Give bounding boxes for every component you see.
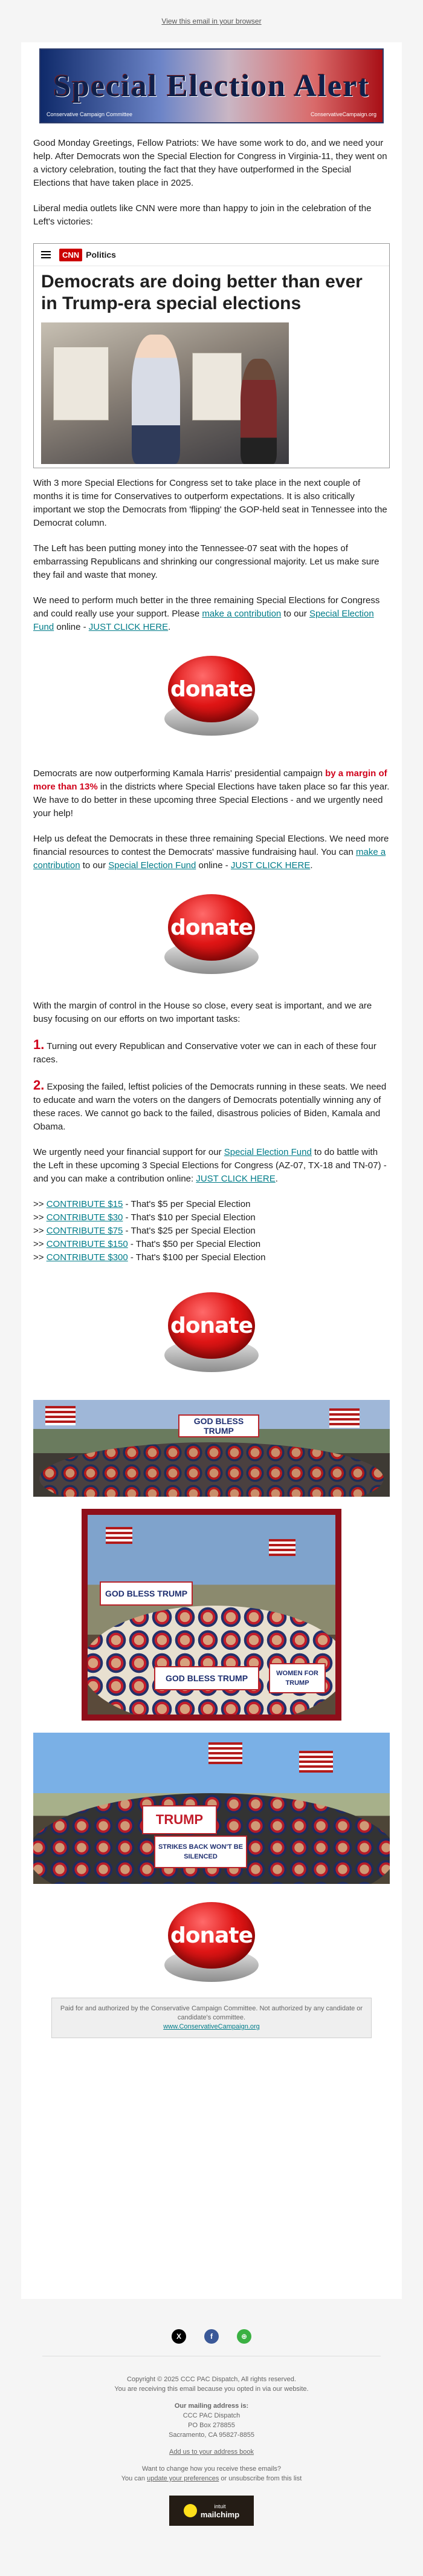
body3-p4-text: We urgently need your financial support for our [33,1147,224,1157]
donate-button-top [168,1292,255,1359]
crowd-pattern [88,1606,335,1715]
trump-sign: TRUMP [142,1805,217,1834]
cnn-screenshot [33,243,390,468]
mailchimp-name: mailchimp [200,2510,240,2519]
body2-p2-mid: to our [80,860,109,871]
facebook-glyph: f [210,2332,213,2341]
donate-button-wrap-2 [33,891,390,975]
contribution-item [33,1238,390,1251]
donate-button[interactable] [163,652,260,737]
task-1 [33,1038,390,1067]
rally-photo-1 [33,1400,390,1497]
voting-booth-photo [41,322,289,464]
body1-paragraph-3 [33,594,390,634]
task-2-text: Exposing the failed, leftist policies of the Democrats running in these seats. We need to educate and warn the voters on the dangers of Democrats potentially winning any of these races. We cannot go back to the failed, disastrous policies of Biden, Kamala and Obama. [33,1082,387,1132]
contribution-prefix: >> [33,1239,47,1249]
contribution-prefix: >> [33,1226,47,1236]
body1-paragraph-2: The Left has been putting money into the Tennessee-07 seat with the hopes of embarrassing Republicans and shrinking our congressional majority. Let us make sure they fail and waste that money. [33,543,379,580]
body2-paragraph-2 [33,832,390,872]
body1-p3-mid2: online - [54,622,89,632]
contribute-300-link[interactable]: CONTRIBUTE $300 [46,1252,128,1263]
donate-label: donate [170,1313,253,1338]
american-flag-icon [45,1406,76,1425]
website-icon[interactable] [237,2329,251,2344]
contribution-text: - That's $100 per Special Election [128,1252,266,1263]
just-click-here-link-3[interactable]: JUST CLICK HERE [196,1174,276,1184]
donate-label: donate [170,1923,253,1948]
opt-in-reason: You are receiving this email because you opted in via our website. [114,2385,309,2393]
contribution-text: - That's $50 per Special Election [128,1239,261,1249]
make-contribution-link[interactable]: make a contribution [202,609,282,619]
voting-booth-right [192,353,242,420]
body2-p2-end: . [310,860,313,871]
donate-button-top [168,894,255,961]
donate-button-2[interactable] [163,891,260,975]
donate-button-4[interactable] [163,1898,260,1983]
donate-button-3[interactable] [163,1289,260,1373]
facebook-icon[interactable] [204,2329,219,2344]
contribution-item [33,1224,390,1238]
intro-paragraph-2: Liberal media outlets like CNN were more than happy to join in the celebration of the Left's victories: [33,203,372,227]
contribution-prefix: >> [33,1212,47,1223]
preferences-text: You can [121,2475,147,2482]
change-question: Want to change how you receive these emails? [141,2465,282,2473]
cnn-logo: CNN [59,249,82,261]
conservative-campaign-link[interactable]: www.ConservativeCampaign.org [163,2023,260,2030]
banner-title: Special Election Alert [53,68,370,103]
body2-p2-text: Help us defeat the Democrats in these three remaining Special Elections. We need more financial resources to contest the Democrats' massive fundraising haul. You can [33,834,389,857]
update-preferences-link[interactable]: update your preferences [147,2475,219,2482]
contribute-30-link[interactable]: CONTRIBUTE $30 [46,1212,123,1223]
american-flag-icon [106,1527,132,1544]
just-click-here-link[interactable]: JUST CLICK HERE [88,622,169,632]
contribution-item [33,1251,390,1264]
cnn-header [34,244,389,266]
banner-sub-left: Conservative Campaign Committee [47,111,133,117]
crowd-pattern [39,1442,384,1497]
body1-p3-end: . [168,622,171,632]
god-bless-trump-sign: GOD BLESS TRUMP [178,1414,259,1437]
preferences-mid: or [219,2475,229,2482]
task-2-number: 2. [33,1077,45,1093]
body1-p3-text: We need to perform much better in the three remaining Special Elections for Congress and could really use your support. Please [33,595,380,619]
address-line-3: Sacramento, CA 95827-8855 [169,2431,254,2439]
contribution-item [33,1211,390,1224]
contribution-list [33,1198,390,1264]
email-card [21,42,402,2299]
women-for-trump-sign: WOMEN FOR TRUMP [269,1663,326,1693]
contribution-text: - That's $25 per Special Election [123,1226,256,1236]
mailchimp-intuit: intuit [214,2503,226,2509]
address-line-2: PO Box 278855 [188,2422,235,2429]
make-contribution-link-2[interactable]: make a contribution [33,847,386,871]
contribute-75-link[interactable]: CONTRIBUTE $75 [46,1226,123,1236]
rally-photo-3 [33,1733,390,1884]
body3-p4-end: . [275,1174,278,1184]
x-glyph: X [176,2332,181,2341]
wont-be-silenced-sign: STRIKES BACK WON'T BE SILENCED [154,1836,247,1868]
preferences-line [0,2474,423,2483]
banner-subline [47,111,376,117]
body3-p4-mid: to do battle with the Left in these upcoming 3 Special Elections for Congress (AZ-07, TX-18 and TN-07) - and you can make a contribution online: [33,1147,387,1184]
voter-figure-2 [241,359,277,464]
top-bar [0,0,423,42]
task-1-text: Turning out every Republican and Conservative voter we can in each of these four races. [33,1041,376,1065]
website-glyph: ⊕ [241,2332,248,2341]
body2-p1-end: in the districts where Special Elections have taken place so far this year. We have to do better in these upcoming three Special Elections - and we urgently need your help! [33,782,390,819]
email-footer [0,2299,423,2526]
body3-paragraph-1: With the margin of control in the House so close, every seat is important, and we are busy focusing on our efforts on two important tasks: [33,1001,372,1024]
mailchimp-wordmark [201,2503,239,2519]
donate-label: donate [170,915,253,940]
donate-button-top [168,656,255,722]
contribution-text: - That's $10 per Special Election [123,1212,256,1223]
body2-p2-mid2: online - [196,860,231,871]
banner-sub-right: ConservativeCampaign.org [310,111,376,117]
contribute-150-link[interactable]: CONTRIBUTE $150 [46,1239,128,1249]
address-book-link[interactable]: Add us to your address book [169,2448,254,2456]
american-flag-icon [329,1408,360,1428]
contribution-item [33,1198,390,1211]
body2-p1-text: Democrats are now outperforming Kamala Harris' presidential campaign [33,768,326,779]
task-1-number: 1. [33,1037,45,1052]
cnn-section-label: Politics [86,250,116,260]
task-2 [33,1079,390,1134]
contribution-text: - That's $5 per Special Election [123,1199,251,1209]
rally-photo-2 [82,1509,341,1721]
paid-for-disclaimer [51,1998,372,2038]
email-content [21,137,402,2038]
just-click-here-link-2[interactable]: JUST CLICK HERE [230,860,311,871]
mailchimp-badge[interactable] [169,2496,254,2526]
god-bless-trump-sign-1: GOD BLESS TRUMP [100,1581,193,1606]
hamburger-menu-icon [41,251,51,258]
rally-photo-2-inner [88,1515,335,1715]
voting-booth-left [53,347,109,420]
special-election-fund-link-3[interactable]: Special Election Fund [224,1147,312,1157]
body1-p3-mid: to our [281,609,309,619]
contribution-prefix: >> [33,1252,47,1263]
voter-figure [132,335,180,464]
god-bless-trump-sign-2: GOD BLESS TRUMP [154,1666,259,1690]
donate-button-wrap-3 [33,1289,390,1373]
donate-label: donate [170,676,253,702]
donate-button-wrap-4 [33,1898,390,1983]
cnn-headline: Democrats are doing better than ever in Trump-era special elections [41,272,363,313]
donate-button-top [168,1902,255,1969]
unsubscribe-link[interactable]: unsubscribe from this list [228,2475,302,2482]
social-links [42,2299,381,2356]
mailchimp-logo-icon [184,2504,197,2517]
mailing-address-title: Our mailing address is: [174,2402,249,2410]
contribution-prefix: >> [33,1199,47,1209]
margin-highlight: by a margin of more than 13% [33,768,387,792]
special-election-alert-banner [39,48,384,123]
body2-paragraph-1 [33,767,390,820]
paid-for-text: Paid for and authorized by the Conservative Campaign Committee. Not authorized by any candidate or candidate's committee. [60,2005,363,2021]
x-social-icon[interactable] [172,2329,186,2344]
special-election-fund-link-2[interactable]: Special Election Fund [108,860,196,871]
american-flag-icon [269,1539,295,1556]
american-flag-icon [299,1751,333,1773]
intro-paragraph-1: Good Monday Greetings, Fellow Patriots: We have some work to do, and we need your help. After Democrats won the Special Election for Congress in Virginia-11, they went on a victory celebration, touting the fact that they have outperformed in the Special Elections that have taken place in 2025. [33,138,387,188]
special-election-fund-link[interactable]: Special Election Fund [33,609,374,632]
american-flag-icon [208,1742,242,1764]
donate-button-wrap [33,652,390,737]
view-in-browser-link[interactable]: View this email in your browser [161,17,262,25]
address-line-1: CCC PAC Dispatch [182,2412,241,2419]
contribute-15-link[interactable]: CONTRIBUTE $15 [46,1199,123,1209]
body3-paragraph-4 [33,1146,390,1186]
copyright: Copyright © 2025 CCC PAC Dispatch, All rights reserved. [127,2376,296,2383]
body1-paragraph-1: With 3 more Special Elections for Congress set to take place in the next couple of months it is time for Conservatives to outperform expectations. It is also critically important we stop the Democrats from 'flipping' the GOP-held seat in Tennessee into the Democrat column. [33,478,387,528]
